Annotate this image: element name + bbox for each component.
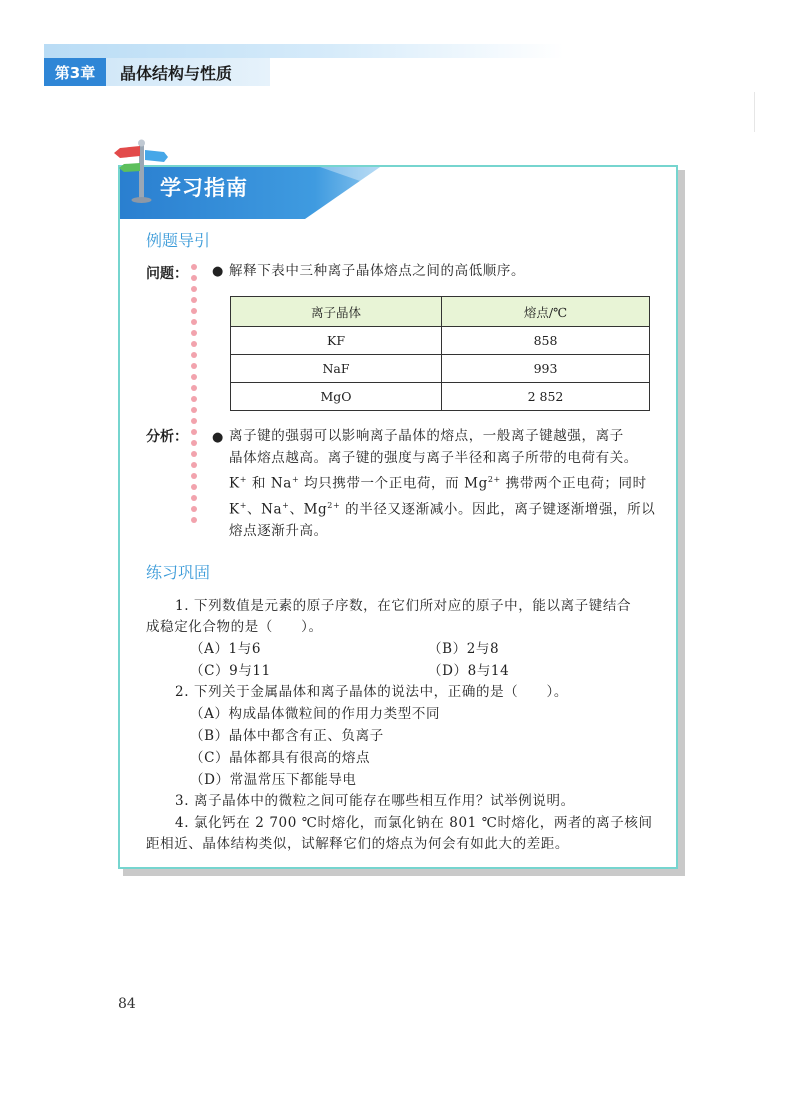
option-text: （B）2与8 bbox=[428, 641, 500, 657]
chapter-title: 晶体结构与性质 bbox=[106, 58, 270, 86]
option-text: （B）晶体中都含有正、负离子 bbox=[190, 728, 384, 744]
guide-title: 学习指南 bbox=[160, 176, 248, 200]
question-1-line: 1. 下列数值是元素的原子序数，在它们所对应的原子中，能以离子键结合 bbox=[175, 598, 632, 614]
margin-line bbox=[754, 92, 755, 132]
signpost-icon bbox=[112, 136, 170, 204]
table-row bbox=[231, 355, 650, 383]
table-cell: MgO bbox=[231, 383, 442, 411]
table-header-cell: 熔点/℃ bbox=[442, 297, 650, 327]
analysis-text bbox=[229, 426, 655, 543]
question-text: 解释下表中三种离子晶体熔点之间的高低顺序。 bbox=[229, 263, 526, 279]
table-cell: 858 bbox=[442, 327, 650, 355]
analysis-line: 离子键的强弱可以影响离子晶体的熔点，一般离子键越强，离子 bbox=[229, 428, 624, 444]
question-3: 3. 离子晶体中的微粒之间可能存在哪些相互作用？试举例说明。 bbox=[175, 793, 575, 809]
option-text: （D）8与14 bbox=[428, 663, 510, 679]
option-text: （C）9与11 bbox=[190, 663, 271, 679]
table-header-row bbox=[231, 297, 650, 327]
bullet-icon: ● bbox=[212, 430, 224, 445]
table-cell: 2 852 bbox=[442, 383, 650, 411]
table-cell: NaF bbox=[231, 355, 442, 383]
table-header-cell: 离子晶体 bbox=[231, 297, 442, 327]
table-cell: 993 bbox=[442, 355, 650, 383]
analysis-label: 分析： bbox=[146, 429, 188, 445]
analysis-line: K+、Na+、$Mg^{2+}$ 的半径又逐渐减小。因此，离子键逐渐增强，所以 bbox=[229, 501, 656, 518]
melting-point-table bbox=[230, 296, 650, 411]
page-number: 84 bbox=[118, 996, 136, 1012]
analysis-line: 晶体熔点越高。离子键的强度与离子半径和离子所带的电荷有关。 bbox=[229, 449, 638, 466]
question-1-line: 成稳定化合物的是（ ）。 bbox=[146, 619, 323, 635]
table-row bbox=[231, 383, 650, 411]
option-text: （C）晶体都具有很高的熔点 bbox=[190, 750, 371, 766]
option-text: （D）常温常压下都能导电 bbox=[190, 772, 357, 788]
dot-divider bbox=[191, 264, 201, 526]
question-label: 问题： bbox=[146, 266, 188, 282]
chapter-label: 第3章 bbox=[44, 58, 106, 86]
question-4-line: 4. 氯化钙在 2 700 ℃时熔化，而氯化钠在 801 ℃时熔化，两者的离子核间 bbox=[175, 815, 653, 831]
bullet-icon: ● bbox=[212, 264, 224, 279]
table-cell: KF bbox=[231, 327, 442, 355]
option-text: （A）构成晶体微粒间的作用力类型不同 bbox=[190, 706, 441, 722]
practice-heading: 练习巩固 bbox=[146, 563, 211, 582]
analysis-line: 熔点逐渐升高。 bbox=[229, 523, 328, 539]
analysis-line: K+ 和 Na+ 均只携带一个正电荷，而 $Mg^{2+}$ 携带两个正电荷；同时 bbox=[229, 475, 647, 492]
table-row bbox=[231, 327, 650, 355]
question-4-line: 距相近、晶体结构类似，试解释它们的熔点为何会有如此大的差距。 bbox=[146, 836, 569, 852]
option-text: （A）1与6 bbox=[190, 641, 262, 657]
question-2-stem: 2. 下列关于金属晶体和离子晶体的说法中，正确的是（ ）。 bbox=[175, 684, 568, 700]
header-band bbox=[44, 44, 564, 58]
example-heading: 例题导引 bbox=[146, 231, 211, 250]
